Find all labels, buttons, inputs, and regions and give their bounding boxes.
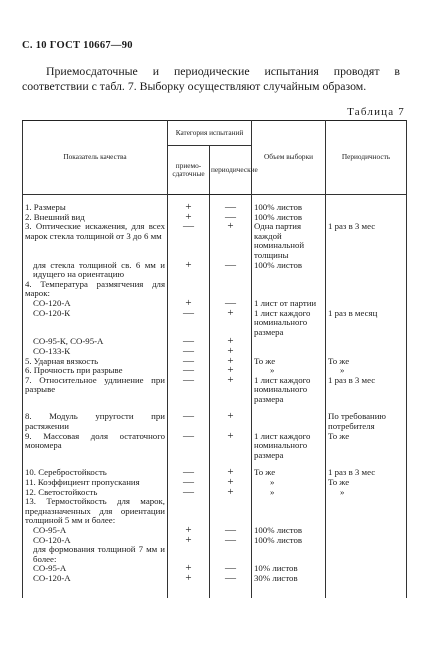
acceptance-cell: —	[168, 432, 210, 461]
indicator-cell: 13. Термостойкость для марок, предназначенных для ориентации толщиной 5 мм и более:	[23, 497, 168, 526]
periodic-cell: —	[210, 261, 252, 280]
periodicity-cell	[326, 564, 407, 574]
sample-size-cell: 100% листов	[252, 213, 326, 223]
acceptance-cell: —	[168, 412, 210, 431]
periodicity-cell: 1 раз в месяц	[326, 309, 407, 338]
table-row	[23, 432, 407, 461]
sample-size-cell: 1 лист каждого номинального размера	[252, 376, 326, 405]
periodic-cell: +	[210, 366, 252, 376]
sample-size-cell: То же	[252, 357, 326, 367]
table-row	[23, 309, 407, 338]
indicator-cell: 6. Прочность при разрыве	[23, 366, 168, 376]
sample-size-cell: 10% листов	[252, 564, 326, 574]
indicator-cell: для формования толщиной 7 мм и более:	[23, 545, 168, 564]
sample-size-cell: 1 лист каждого номинального размера	[252, 309, 326, 338]
indicator-cell: 8. Модуль упругости при растяжении	[23, 412, 168, 431]
periodic-cell: —	[210, 203, 252, 213]
periodic-cell: —	[210, 564, 252, 574]
acceptance-cell: +	[168, 203, 210, 213]
periodic-cell	[210, 497, 252, 526]
col-header-acceptance: приемо-сдаточные	[168, 146, 210, 195]
sample-size-cell: 100% листов	[252, 203, 326, 213]
acceptance-cell: —	[168, 347, 210, 357]
periodic-cell: —	[210, 299, 252, 309]
periodicity-cell	[326, 280, 407, 299]
acceptance-cell: —	[168, 478, 210, 488]
periodic-cell: +	[210, 488, 252, 498]
sample-size-cell	[252, 337, 326, 347]
periodicity-cell	[326, 574, 407, 584]
periodic-cell: —	[210, 526, 252, 536]
periodic-cell: +	[210, 222, 252, 260]
acceptance-cell: —	[168, 337, 210, 347]
indicator-cell: 7. Относительное удлинение при разрыве	[23, 376, 168, 405]
indicator-cell: 9. Массовая доля остаточного мономера	[23, 432, 168, 461]
periodicity-cell	[326, 337, 407, 347]
sample-size-cell: 100% листов	[252, 526, 326, 536]
col-header-category: Категория испытаний	[168, 121, 252, 146]
periodic-cell: +	[210, 309, 252, 338]
acceptance-cell: +	[168, 574, 210, 584]
table-row	[23, 222, 407, 260]
table-row	[23, 497, 407, 526]
periodicity-cell: То же	[326, 357, 407, 367]
periodic-cell: +	[210, 337, 252, 347]
page-header: С. 10 ГОСТ 10667—90	[22, 40, 133, 51]
periodicity-cell: 1 раз в 3 мес	[326, 468, 407, 478]
acceptance-cell: —	[168, 309, 210, 338]
table-row	[23, 376, 407, 405]
acceptance-cell: +	[168, 213, 210, 223]
acceptance-cell: —	[168, 488, 210, 498]
indicator-cell: 5. Ударная вязкость	[23, 357, 168, 367]
sample-size-cell	[252, 497, 326, 526]
periodicity-cell: »	[326, 488, 407, 498]
acceptance-cell: +	[168, 299, 210, 309]
table-row	[23, 337, 407, 347]
periodic-cell: +	[210, 347, 252, 357]
table-row	[23, 280, 407, 299]
periodicity-cell: »	[326, 366, 407, 376]
acceptance-cell: —	[168, 468, 210, 478]
indicator-cell: 3. Оптические искажения, для всех марок стекла толщиной от 3 до 6 мм	[23, 222, 168, 260]
sample-size-cell: То же	[252, 468, 326, 478]
indicator-cell: СО-95-А	[23, 564, 168, 574]
indicator-cell: СО-95-К, СО-95-А	[23, 337, 168, 347]
acceptance-cell: —	[168, 366, 210, 376]
acceptance-cell: +	[168, 261, 210, 280]
periodic-cell: +	[210, 468, 252, 478]
sample-size-cell	[252, 545, 326, 564]
indicator-cell: 12. Светостойкость	[23, 488, 168, 498]
col-header-periodicity: Периодичность	[326, 121, 407, 195]
periodic-cell: +	[210, 412, 252, 431]
periodicity-cell	[326, 545, 407, 564]
periodicity-cell: То же	[326, 478, 407, 488]
periodicity-cell: По требованию потребителя	[326, 412, 407, 431]
indicator-cell: СО-133-К	[23, 347, 168, 357]
sample-size-cell: »	[252, 366, 326, 376]
periodicity-cell	[326, 526, 407, 536]
sample-size-cell: »	[252, 478, 326, 488]
table-caption: Таблица 7	[347, 106, 405, 118]
periodic-cell: +	[210, 376, 252, 405]
indicator-cell: СО-120-А	[23, 536, 168, 546]
periodic-cell: +	[210, 432, 252, 461]
col-header-indicator: Показатель качества	[23, 121, 168, 195]
periodicity-cell: То же	[326, 432, 407, 461]
indicator-cell: 4. Температура размягчения для марок:	[23, 280, 168, 299]
indicator-cell: СО-120-К	[23, 309, 168, 338]
sample-size-cell: 1 лист каждого номинального размера	[252, 432, 326, 461]
sample-size-cell: Одна партия каждой номинальной толщины	[252, 222, 326, 260]
indicator-cell: СО-95-А	[23, 526, 168, 536]
acceptance-cell: +	[168, 536, 210, 546]
periodic-cell: +	[210, 357, 252, 367]
indicator-cell: СО-120-А	[23, 299, 168, 309]
sample-size-cell: 100% листов	[252, 261, 326, 280]
periodic-cell: +	[210, 478, 252, 488]
indicator-cell: 10. Серебростойкость	[23, 468, 168, 478]
periodicity-cell	[326, 261, 407, 280]
acceptance-cell: —	[168, 376, 210, 405]
periodicity-cell	[326, 497, 407, 526]
table-row	[23, 412, 407, 431]
table-row	[23, 526, 407, 536]
acceptance-cell: —	[168, 222, 210, 260]
table-row	[23, 545, 407, 564]
acceptance-cell: —	[168, 357, 210, 367]
periodic-cell: —	[210, 213, 252, 223]
quality-tests-table	[22, 120, 407, 598]
col-header-sample: Объем выборки	[252, 121, 326, 195]
indicator-cell: 11. Коэффициент пропускания	[23, 478, 168, 488]
col-header-periodic: периодические	[210, 146, 252, 195]
acceptance-cell: +	[168, 526, 210, 536]
periodic-cell: —	[210, 536, 252, 546]
indicator-cell: 1. Размеры	[23, 203, 168, 213]
sample-size-cell: 100% листов	[252, 536, 326, 546]
indicator-cell: СО-120-А	[23, 574, 168, 584]
sample-size-cell: »	[252, 488, 326, 498]
periodicity-cell: 1 раз в 3 мес	[326, 222, 407, 260]
sample-size-cell	[252, 280, 326, 299]
periodicity-cell	[326, 536, 407, 546]
acceptance-cell: +	[168, 564, 210, 574]
acceptance-cell	[168, 497, 210, 526]
table-row	[23, 574, 407, 584]
indicator-cell: для стекла толщиной св. 6 мм и идущего на ориентацию	[23, 261, 168, 280]
sample-size-cell: 1 лист от партии	[252, 299, 326, 309]
intro-paragraph: Приемосдаточные и периодические испытания проводят в соответствии с табл. 7. Выборку осуществляют случайным образом.	[22, 64, 400, 93]
sample-size-cell: 30% листов	[252, 574, 326, 584]
periodicity-cell	[326, 203, 407, 213]
table-row	[23, 564, 407, 574]
indicator-cell: 2. Внешний вид	[23, 213, 168, 223]
periodicity-cell: 1 раз в 3 мес	[326, 376, 407, 405]
periodic-cell: —	[210, 574, 252, 584]
sample-size-cell	[252, 412, 326, 431]
table-row	[23, 261, 407, 280]
